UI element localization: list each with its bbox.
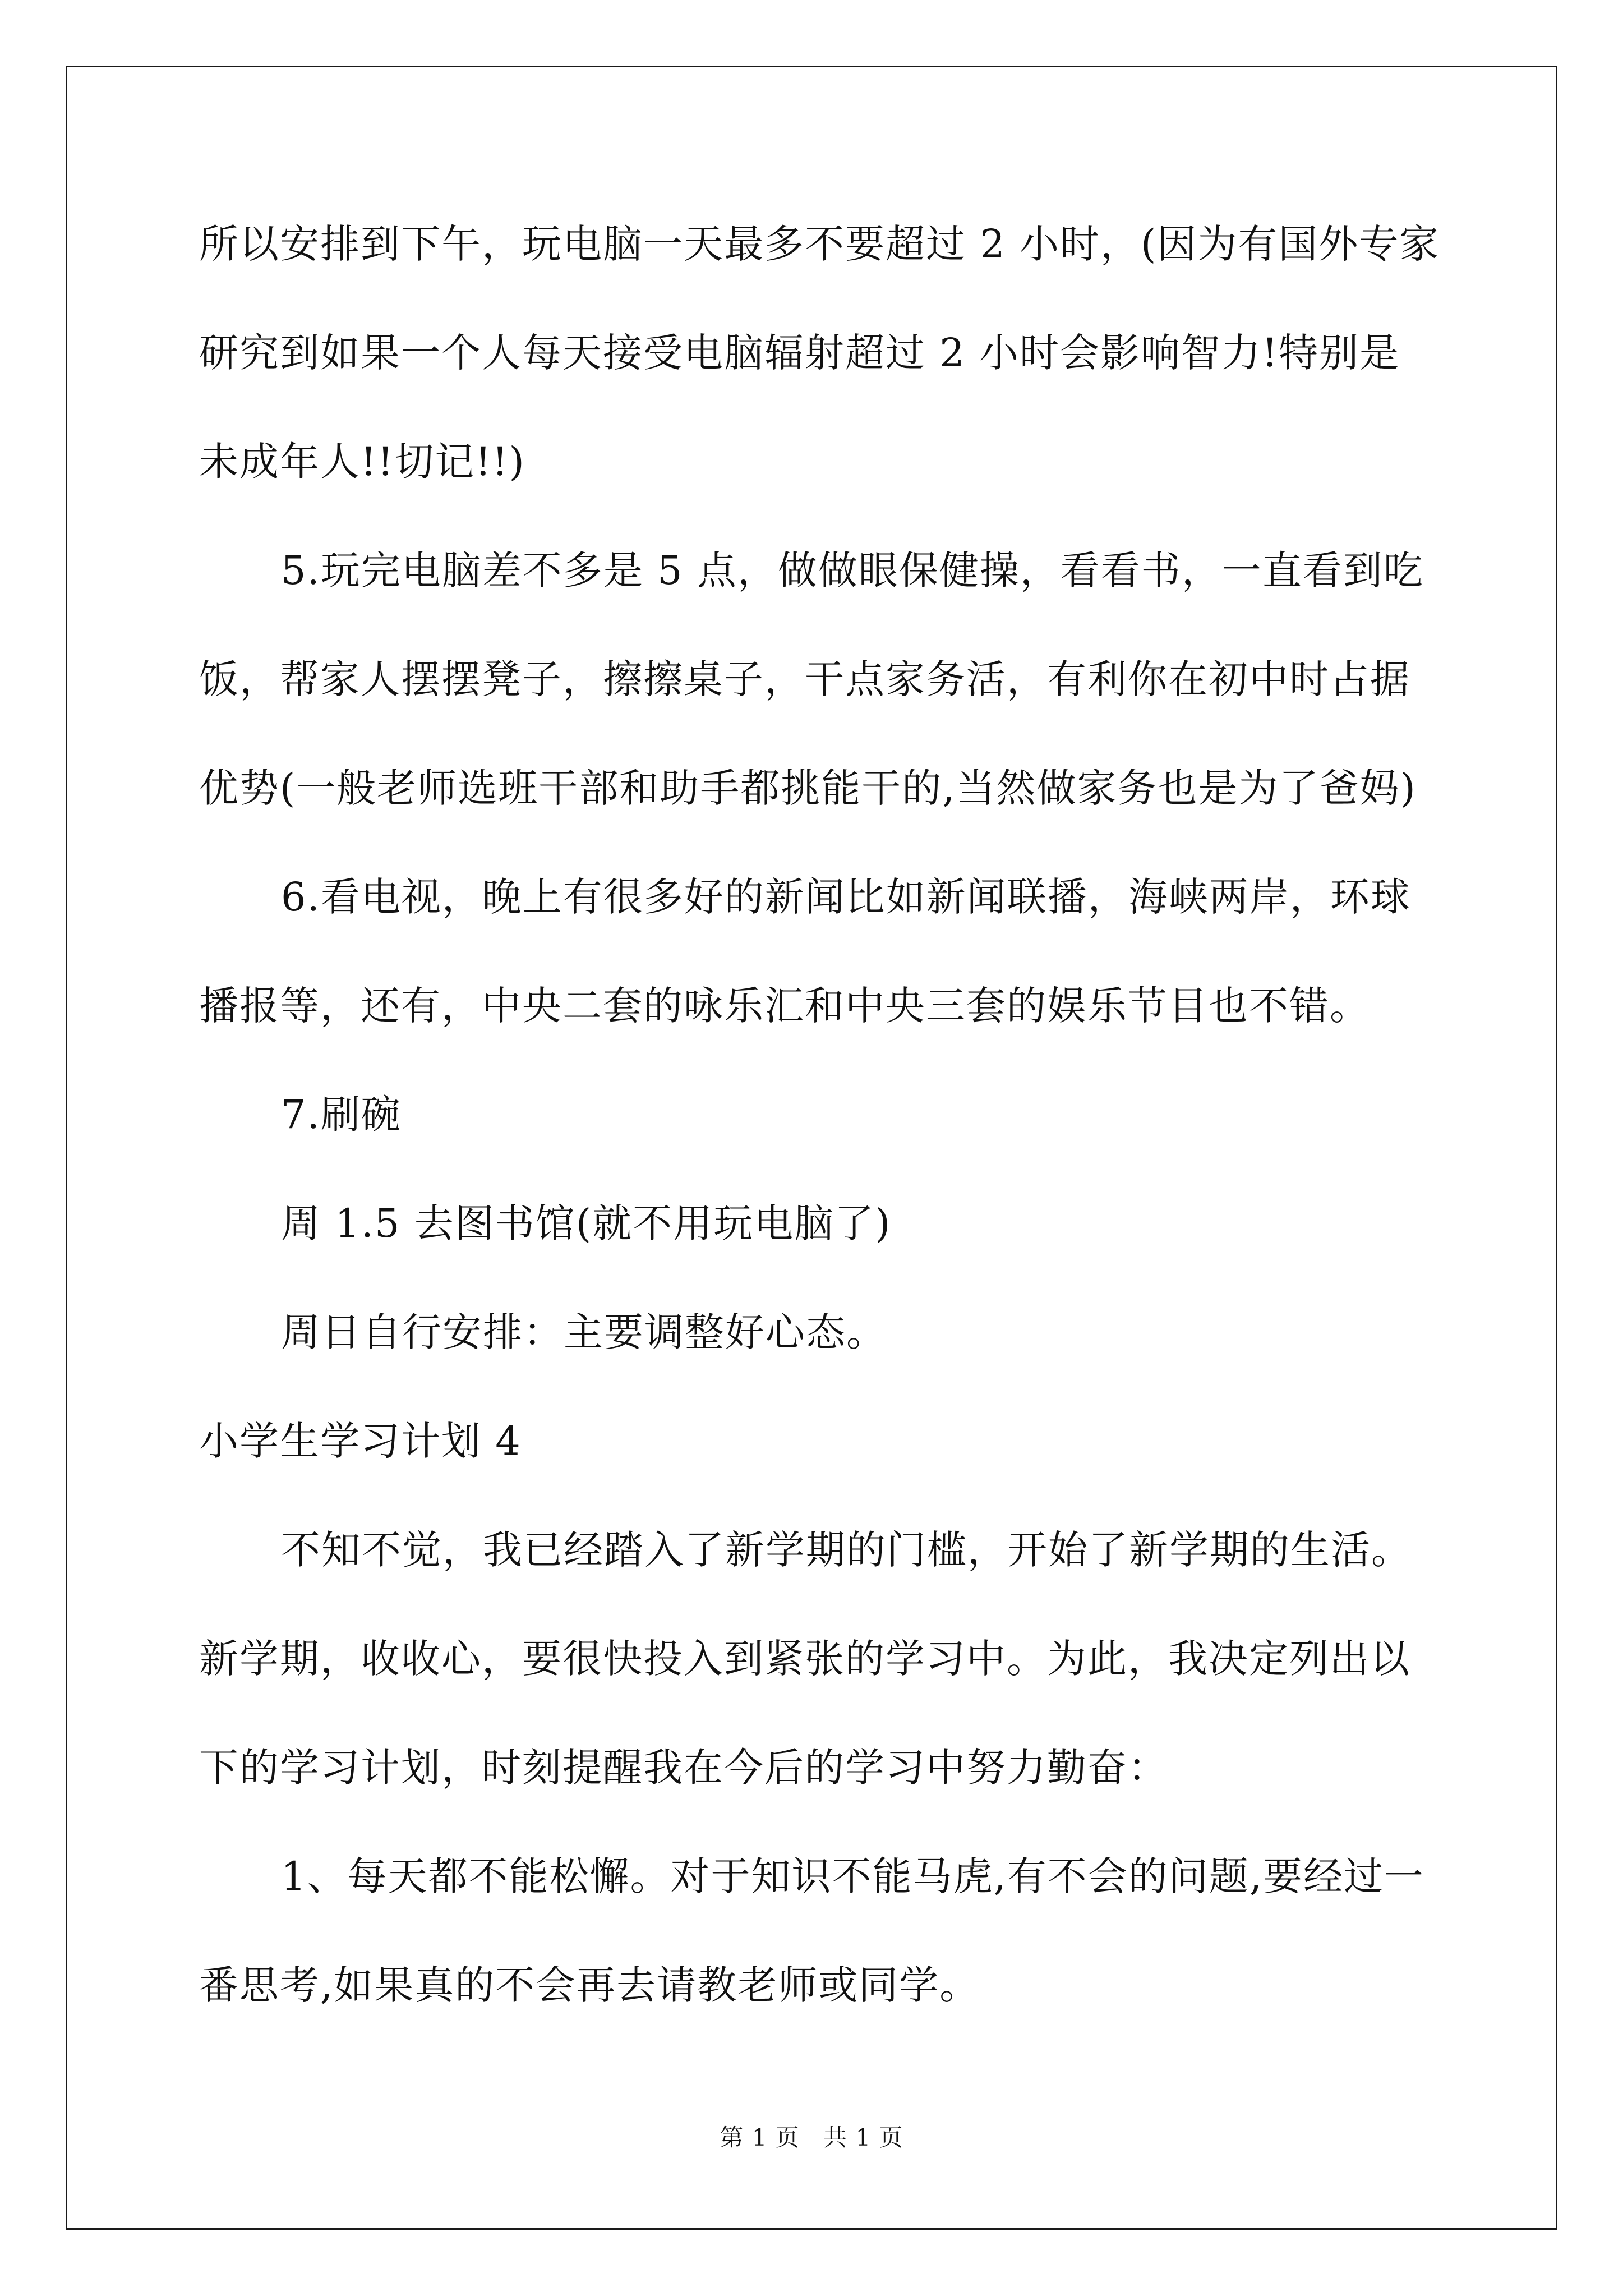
section-heading: 小学生学习计划 4: [199, 1418, 522, 1464]
text-line: 周日自行安排：主要调整好心态。: [281, 1309, 887, 1355]
text-line: 不知不觉，我已经踏入了新学期的门槛，开始了新学期的生活。: [281, 1527, 1412, 1573]
text-line: 播报等，还有，中央二套的咏乐汇和中央三套的娱乐节目也不错。: [199, 983, 1370, 1029]
text-line: 下的学习计划，时刻提醒我在今后的学习中努力勤奋：: [199, 1745, 1168, 1791]
text-line: 饭，帮家人摆摆凳子，擦擦桌子，干点家务活，有利你在初中时占据: [199, 656, 1410, 702]
text-line: 5.玩完电脑差不多是 5 点，做做眼保健操，看看书，一直看到吃: [281, 547, 1424, 593]
page-number-current: 第 1 页: [720, 2124, 800, 2151]
page-footer: [0, 2119, 1623, 2153]
text-line: 7.刷碗: [281, 1092, 402, 1138]
text-line: 6.看电视，晚上有很多好的新闻比如新闻联播，海峡两岸，环球: [281, 874, 1411, 920]
text-line: 1、每天都不能松懈。对于知识不能马虎,有不会的问题,要经过一: [281, 1853, 1425, 1899]
text-line: 所以安排到下午，玩电脑一天最多不要超过 2 小时，(因为有国外专家: [199, 221, 1440, 267]
text-line: 周 1.5 去图书馆(就不用玩电脑了): [281, 1200, 892, 1246]
text-line: 新学期，收收心，要很快投入到紧张的学习中。为此，我决定列出以: [199, 1636, 1410, 1682]
text-line: 未成年人!!切记!!): [199, 439, 525, 485]
document-body: [199, 210, 1440, 2060]
text-line: 研究到如果一个人每天接受电脑辐射超过 2 小时会影响智力!特别是: [199, 330, 1400, 376]
text-line: 优势(一般老师选班干部和助手都挑能干的,当然做家务也是为了爸妈): [199, 765, 1417, 811]
page-number-total: 共 1 页: [823, 2124, 903, 2151]
text-line: 番思考,如果真的不会再去请教老师或同学。: [199, 1962, 980, 2008]
